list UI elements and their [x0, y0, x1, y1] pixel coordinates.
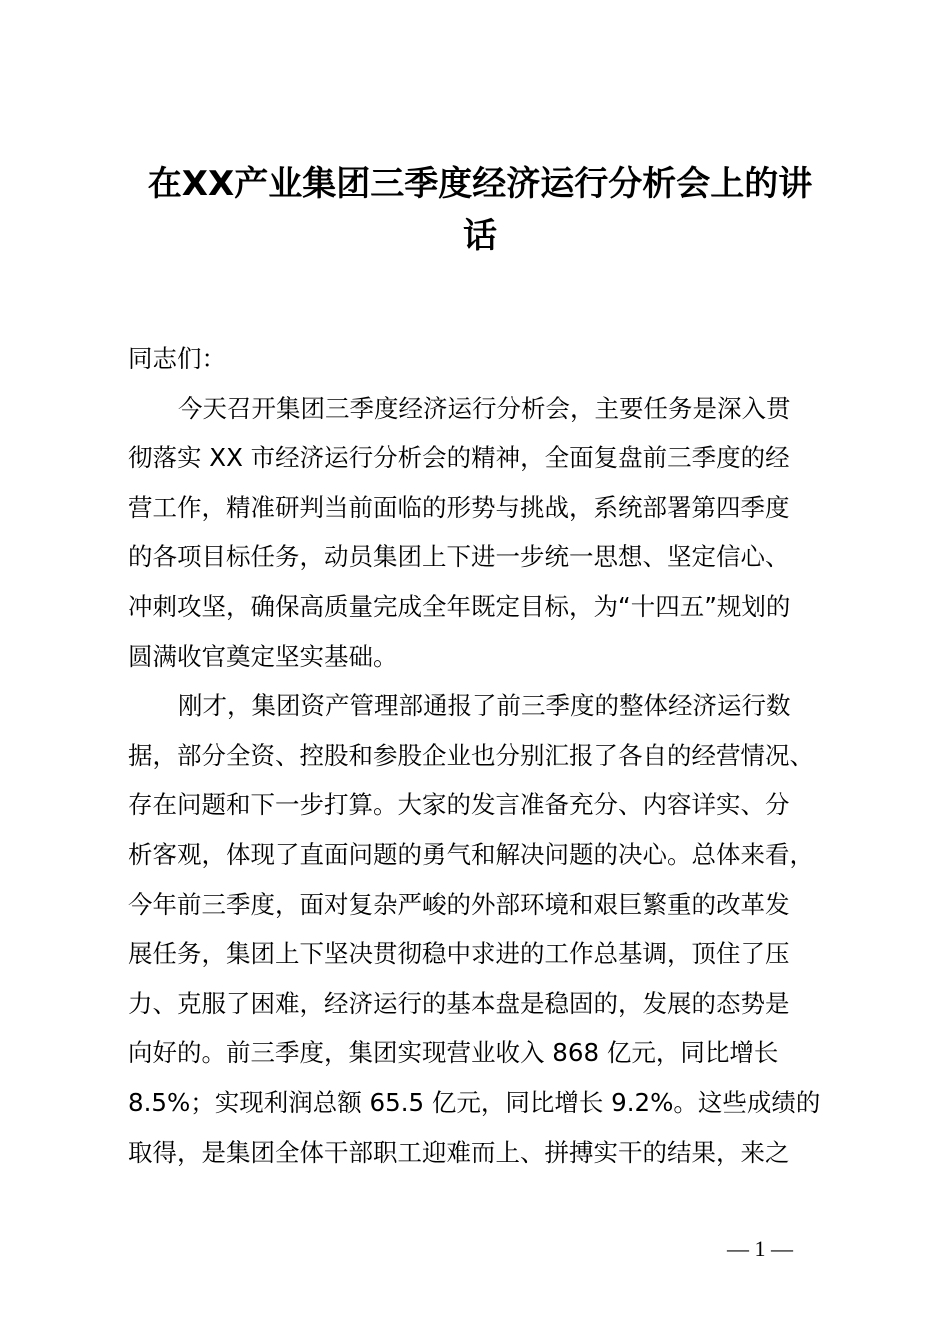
document-title: [120, 158, 840, 262]
paragraph-line: 向好的。前三季度，集团实现营业收入 868 亿元，同比增长: [128, 1038, 779, 1068]
paragraph-1: [128, 384, 848, 682]
paragraph-line: 今年前三季度，面对复杂严峻的外部环境和艰巨繁重的改革发: [128, 889, 790, 919]
paragraph-line: 圆满收官奠定坚实基础。: [128, 641, 398, 671]
paragraph-line: 8.5%；实现利润总额 65.5 亿元，同比增长 9.2%。这些成绩的: [128, 1087, 821, 1117]
paragraph-line: 取得，是集团全体干部职工迎难而上、拼搏实干的结果，来之: [128, 1137, 790, 1167]
title-line: 在XX产业集团三季度经济运行分析会上的讲: [147, 164, 813, 204]
paragraph-line: 冲刺攻坚，确保高质量完成全年既定目标，为“十四五”规划的: [128, 591, 791, 621]
paragraph-line: 的各项目标任务，动员集团上下进一步统一思想、坚定信心、: [128, 542, 790, 572]
paragraph-line: 存在问题和下一步打算。大家的发言准备充分、内容详实、分: [128, 790, 790, 820]
paragraph-line: 析客观，体现了直面问题的勇气和解决问题的决心。总体来看，: [128, 839, 814, 869]
paragraph-line: 据，部分全资、控股和参股企业也分别汇报了各自的经营情况、: [128, 740, 814, 770]
paragraph-2: [128, 681, 848, 1177]
paragraph-line: 展任务，集团上下坚决贯彻稳中求进的工作总基调，顶住了压: [128, 939, 790, 969]
paragraph-line: 彻落实 XX 市经济运行分析会的精神，全面复盘前三季度的经: [128, 443, 790, 473]
document-body: [128, 334, 848, 1177]
title-line: 话: [463, 216, 497, 256]
paragraph-line: 营工作，精准研判当前面临的形势与挑战，系统部署第四季度: [128, 492, 790, 522]
paragraph-line: 力、克服了困难，经济运行的基本盘是稳固的，发展的态势是: [128, 988, 790, 1018]
salutation: 同志们：: [128, 344, 226, 373]
page-number: — 1 —: [727, 1236, 793, 1261]
paragraph-line: 刚才，集团资产管理部通报了前三季度的整体经济运行数: [178, 691, 791, 721]
paragraph-line: 今天召开集团三季度经济运行分析会，主要任务是深入贯: [178, 393, 791, 423]
